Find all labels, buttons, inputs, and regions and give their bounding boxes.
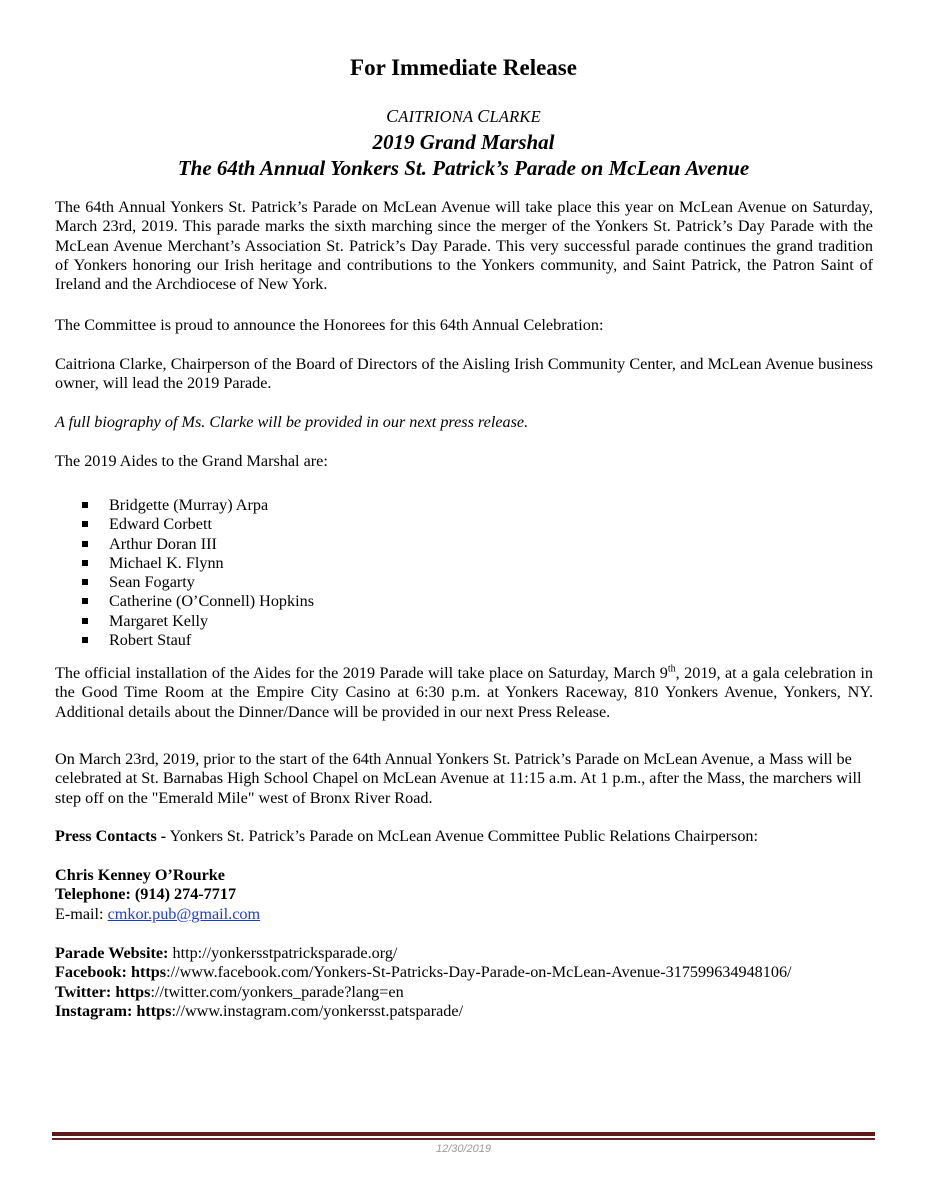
title-line-2: 2019 Grand Marshal bbox=[372, 130, 555, 154]
name-first-cap: C bbox=[386, 106, 399, 126]
bullet-square-icon bbox=[82, 618, 88, 624]
press-contacts-label: Press Contacts - bbox=[55, 827, 167, 845]
name-last-cap: C bbox=[477, 106, 490, 126]
aide-name: Sean Fogarty bbox=[109, 573, 195, 592]
bullet-square-icon bbox=[82, 502, 88, 508]
bullet-square-icon bbox=[82, 541, 88, 547]
aide-name: Arthur Doran III bbox=[109, 534, 217, 553]
instagram-url[interactable]: ://www.instagram.com/yonkersst.patsparade/ bbox=[171, 1001, 464, 1020]
footer-divider-thick bbox=[52, 1132, 875, 1136]
name-first-rest: AITRIONA bbox=[398, 107, 473, 126]
installation-paragraph bbox=[55, 664, 873, 722]
instagram-line bbox=[55, 1002, 873, 1021]
aide-item bbox=[82, 573, 314, 592]
aide-name: Michael K. Flynn bbox=[109, 553, 224, 572]
facebook-url[interactable]: ://www.facebook.com/Yonkers-St-Patricks-Day-Parade-on-McLean-Avenue-317599634948106/ bbox=[166, 963, 792, 982]
bullet-square-icon bbox=[82, 560, 88, 566]
contact-telephone: Telephone: (914) 274-7717 bbox=[55, 885, 237, 904]
honorees-paragraph: The Committee is proud to announce the Honorees for this 64th Annual Celebration: bbox=[55, 316, 604, 334]
footer-divider-thin bbox=[52, 1138, 875, 1140]
press-contacts-text: Yonkers St. Patrick’s Parade on McLean Avenue Committee Public Relations Chairperson: bbox=[166, 827, 759, 845]
aide-name: Edward Corbett bbox=[109, 515, 212, 534]
aide-item bbox=[82, 631, 314, 650]
aides-list bbox=[82, 496, 314, 650]
footer-date: 12/30/2019 bbox=[435, 1143, 492, 1155]
installation-text-start: The official installation of the Aides for the 2019 Parade will take place on Saturday, March 9 bbox=[55, 664, 668, 682]
aides-intro: The 2019 Aides to the Grand Marshal are: bbox=[55, 452, 328, 470]
contact-email-line bbox=[55, 905, 873, 924]
bullet-square-icon bbox=[82, 637, 88, 643]
website-line bbox=[55, 944, 873, 963]
email-link[interactable]: cmkor.pub@gmail.com bbox=[107, 904, 261, 923]
bullet-square-icon bbox=[82, 579, 88, 585]
aide-item bbox=[82, 496, 314, 515]
website-url[interactable]: http://yonkersstpatricksparade.org/ bbox=[168, 944, 398, 962]
page-heading: For Immediate Release bbox=[350, 55, 577, 80]
aide-item bbox=[82, 554, 314, 573]
aide-name: Robert Stauf bbox=[109, 631, 192, 650]
grand-marshal-name bbox=[0, 104, 927, 129]
grand-marshal-paragraph: Caitriona Clarke, Chairperson of the Board of Directors of the Aisling Irish Community Center, and McLean Avenue business owner, will lead the 2019 Parade. bbox=[55, 355, 873, 393]
ordinal-suffix: th bbox=[667, 663, 676, 675]
facebook-label: Facebook: https bbox=[55, 963, 167, 982]
instagram-label: Instagram: https bbox=[55, 1001, 172, 1020]
intro-paragraph: The 64th Annual Yonkers St. Patrick’s Parade on McLean Avenue will take place this year on McLean Avenue on Saturday, March 23rd, 2019. This parade marks the sixth marching since the merger of the Yonkers St. Patrick’s Day Parade with the McLean Avenue Merchant’s Association St. Patrick’s Day Parade. This very successful parade continues the grand tradition of Yonkers honoring our Irish heritage and contributions to the Yonkers community, and Saint Patrick, the Patron Saint of Ireland and the Archdiocese of New York. bbox=[55, 198, 873, 294]
press-contacts-line bbox=[55, 827, 873, 846]
website-label: Parade Website: bbox=[55, 944, 169, 962]
biography-note: A full biography of Ms. Clarke will be provided in our next press release. bbox=[55, 413, 529, 431]
twitter-label: Twitter: https bbox=[55, 982, 151, 1001]
email-label: E-mail: bbox=[55, 904, 108, 923]
social-links-block bbox=[55, 944, 873, 1021]
footer-divider bbox=[52, 1132, 875, 1141]
name-last-rest: LARKE bbox=[489, 107, 541, 126]
aide-name: Margaret Kelly bbox=[109, 611, 209, 630]
aide-item bbox=[82, 535, 314, 554]
aide-item bbox=[82, 612, 314, 631]
installation-text-end: , 2019, at a gala celebration in the Good Time Room at the Empire City Casino at 6:30 p.m. at Yonkers Raceway, 810 Yonkers Avenue, Yonkers, NY. Additional details about the Dinner/Dance will be provided in our next Press Release. bbox=[55, 664, 873, 721]
aide-item bbox=[82, 515, 314, 534]
bullet-square-icon bbox=[82, 598, 88, 604]
aide-name: Bridgette (Murray) Arpa bbox=[109, 496, 269, 514]
aide-item bbox=[82, 592, 314, 611]
aide-name: Catherine (O’Connell) Hopkins bbox=[109, 592, 314, 611]
contact-block bbox=[55, 866, 873, 924]
twitter-line bbox=[55, 983, 873, 1002]
title-block bbox=[0, 104, 927, 181]
contact-name: Chris Kenney O’Rourke bbox=[55, 866, 225, 884]
facebook-line bbox=[55, 963, 873, 982]
twitter-url[interactable]: ://twitter.com/yonkers_parade?lang=en bbox=[150, 982, 404, 1001]
mass-paragraph: On March 23rd, 2019, prior to the start of the 64th Annual Yonkers St. Patrick’s Parade on McLean Avenue, a Mass will be celebrated at St. Barnabas High School Chapel on McLean Avenue at 11:15 a.m. At 1 p.m., after the Mass, the marchers will step off on the "Emerald Mile" west of Bronx River Road. bbox=[55, 750, 862, 807]
title-line-3: The 64th Annual Yonkers St. Patrick’s Parade on McLean Avenue bbox=[177, 156, 750, 180]
bullet-square-icon bbox=[82, 521, 88, 527]
